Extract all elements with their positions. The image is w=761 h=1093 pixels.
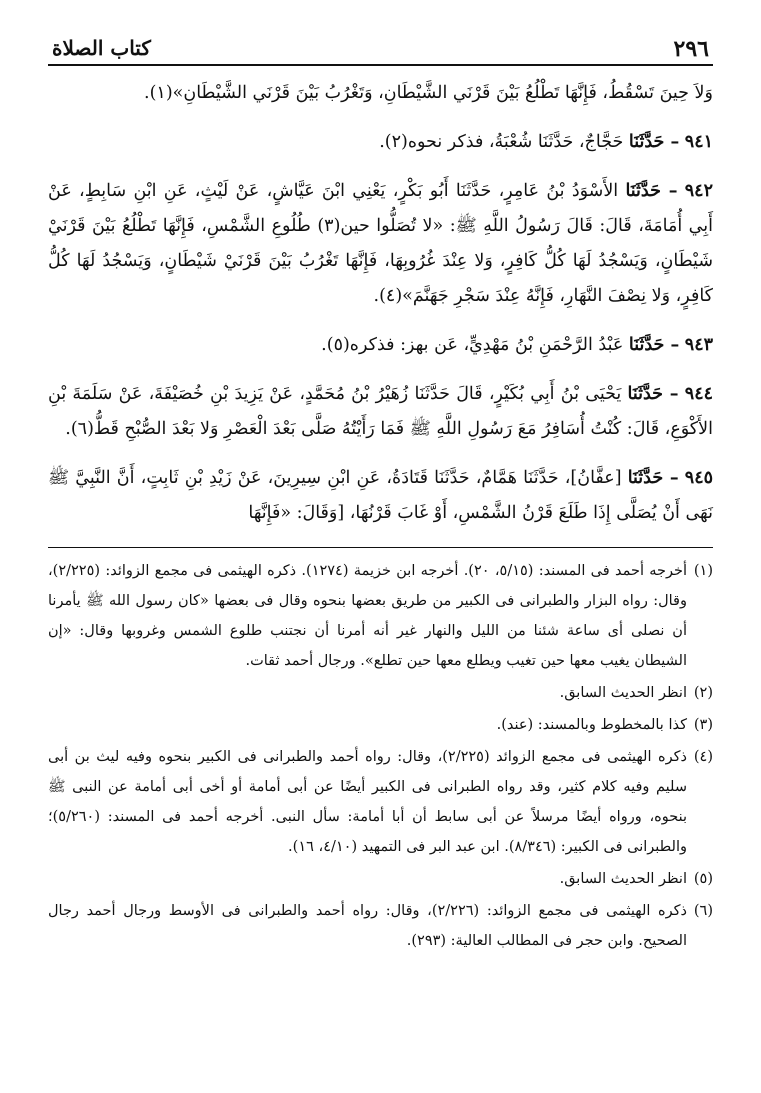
hadith-text: [عفَّانُ]، حَدَّثَنَا هَمَّامٌ، حَدَّثَنَا قَتَادَةُ، عَنِ ابْنِ سِيرِينَ، عَنْ زَيْدِ بْنِ ثَابِتٍ، أَنَّ النَّبِيَّ ﷺ نَهَى أَنْ يُصَلَّى إِذَا طَلَعَ قَرْنُ الشَّمْسِ، أَوْ غَابَ قَرْنُهَا، [وَقَالَ: «فَإِنَّهَا: [48, 468, 713, 523]
hadith-lead: حَدَّثَنَا: [627, 384, 664, 404]
hadith-dash: –: [664, 132, 680, 152]
page-number: ٢٩٦: [673, 36, 709, 62]
continuation-paragraph: وَلاَ حِينَ تَسْقُطُ، فَإِنَّهَا تَطْلُعُ بَيْنَ قَرْنَي الشَّيْطَانِ، وَتَغْرُبُ بَيْنَ قَرْنَي الشَّيْطَانِ»(١).: [144, 83, 713, 103]
hadith-dash: –: [664, 335, 680, 355]
hadith-dash: –: [660, 181, 678, 201]
hadith-dash: –: [663, 384, 679, 404]
footnote: [48, 742, 713, 862]
hadith-paragraph: [48, 377, 713, 447]
hadith-paragraph: [48, 125, 713, 160]
footnote-text: ذكره الهيثمى فى مجمع الزوائد: (٢/٢٢٦)، وقال: رواه أحمد والطبرانى فى الأوسط ورجال أحمد رجال الصحيح. وابن حجر فى المطالب العالية: (٢٩٣).: [48, 903, 687, 949]
hadith-text: يَحْيَى بْنُ أَبِي بُكَيْرٍ، قَالَ حَدَّثَنَا زُهَيْرُ بْنُ مُحَمَّدٍ، عَنْ يَزِيدَ بْنِ خُصَيْفَةَ، عَنْ سَلَمَةَ بْنِ الأَكْوَعِ، قَالَ: كُنْتُ أُسَافِرُ مَعَ رَسُولِ اللَّهِ ﷺ فَمَا رَأَيْتُهُ صَلَّى بَعْدَ الْعَصْرِ وَلا بَعْدَ الصُّبْحِ قَطُّ(٦).: [48, 384, 713, 439]
footnote: [48, 710, 713, 740]
footnote: [48, 896, 713, 956]
hadith-lead: حَدَّثَنَا: [627, 468, 664, 488]
footnote-text: أخرجه أحمد فى المسند: (٥/١٥، ٢٠). أخرجه ابن خزيمة (١٢٧٤). ذكره الهيثمى فى مجمع الزوائد: (٢/٢٢٥)، وقال: رواه البزار والطبرانى فى الكبير من طريق بعضها بنحوه وقال فى بعضها «كان رسول الله ﷺ يأمرنا أن نصلى أى ساعة شئنا من الليل والنهار غير أنه أمرنا أن نجتنب طلوع الشمس وغروبها وقال: «إن الشيطان يغيب معها حين تغيب ويطلع معها حين تطلع». ورجال أحمد ثقات.: [48, 563, 688, 669]
footnote: [48, 864, 713, 894]
hadith-lead: حَدَّثَنَا: [625, 181, 661, 201]
footnote-mark: (١): [693, 563, 713, 579]
hadith-dash: –: [663, 468, 679, 488]
hadith-text: الأَسْوَدُ بْنُ عَامِرٍ، حَدَّثَنَا أَبُو بَكْرٍ، يَعْنِي ابْنَ عَيَّاشٍ، عَنْ لَيْثٍ، عَنِ ابْنِ سَابِطٍ، عَنْ أَبِي أُمَامَةَ، قَالَ: قَالَ رَسُولُ اللَّهِ ﷺ: «لا تُصَلُّوا حين(٣) طُلُوعِ الشَّمْسِ، فَإِنَّهَا تَطْلُعُ بَيْنَ قَرْنَيْ شَيْطَانٍ، وَيَسْجُدُ لَهَا كُلُّ كَافِرٍ، وَلا عِنْدَ غُرُوبِهَا، فَإِنَّهَا تَغْرُبُ بَيْنَ قَرْنَيْ شَيْطَانٍ، وَيَسْجُدُ لَهَا كُلُّ كَافِرٍ، وَلا نِصْفَ النَّهَارِ، فَإِنَّهُ عِنْدَ سَجْرِ جَهَنَّمَ»(٤).: [48, 181, 714, 306]
footnote-text: انظر الحديث السابق.: [559, 871, 687, 887]
hadith-number: ٩٤٥: [684, 468, 713, 488]
footnote-mark: (٦): [693, 903, 713, 919]
hadith-text: حَجَّاجٌ، حَدَّثَنَا شُعْبَةُ، فذكر نحوه(٢).: [379, 132, 629, 152]
hadith-number: ٩٤٢: [684, 181, 713, 201]
page-header: [48, 30, 713, 66]
footnote-mark: (٤): [693, 749, 713, 765]
footnote-mark: (٥): [693, 871, 713, 887]
footnote: [48, 556, 713, 676]
hadith-lead: حَدَّثَنَا: [628, 132, 665, 152]
hadith-paragraph: [48, 174, 713, 314]
footnotes: [48, 556, 713, 956]
hadith-lead: حَدَّثَنَا: [628, 335, 665, 355]
hadith-paragraph: [48, 328, 713, 363]
footnote-divider: [48, 547, 713, 548]
footnote-text: ذكره الهيثمى فى مجمع الزوائد (٢/٢٢٥)، وقال: رواه أحمد والطبرانى فى الكبير بنحوه وفيه ليث بن أبى سليم وفيه كلام كثير، وقد رواه الطبرانى فى الكبير أيضًا عن أبى أمامة أو أخى أبى أمامة عن النبى ﷺ بنحوه، ورواه أيضًا مرسلاً عن أبى سابط أن أبا أمامة: سأل النبى. أخرجه أحمد فى المسند: (٥/٢٦٠)؛ والطبرانى فى الكبير: (٨/٣٤٦). ابن عبد البر فى التمهيد (٤/١٠، ١٦).: [48, 749, 687, 855]
hadith-paragraph: [48, 461, 713, 531]
footnote-text: انظر الحديث السابق.: [559, 685, 687, 701]
footnote-mark: (٣): [693, 717, 713, 733]
hadith-number: ٩٤٤: [684, 384, 713, 404]
footnote-mark: (٢): [693, 685, 713, 701]
hadith-number: ٩٤١: [684, 132, 713, 152]
footnote-text: كذا بالمخطوط وبالمسند: (عند).: [496, 717, 687, 733]
book-page: [48, 30, 713, 958]
main-text: [48, 76, 713, 531]
hadith-text: عَبْدُ الرَّحْمَنِ بْنُ مَهْدِيٍّ، عَن بهز: فذكره(٥).: [321, 335, 629, 355]
footnote: [48, 678, 713, 708]
hadith-number: ٩٤٣: [684, 335, 713, 355]
book-title: كتاب الصلاة: [52, 36, 151, 60]
